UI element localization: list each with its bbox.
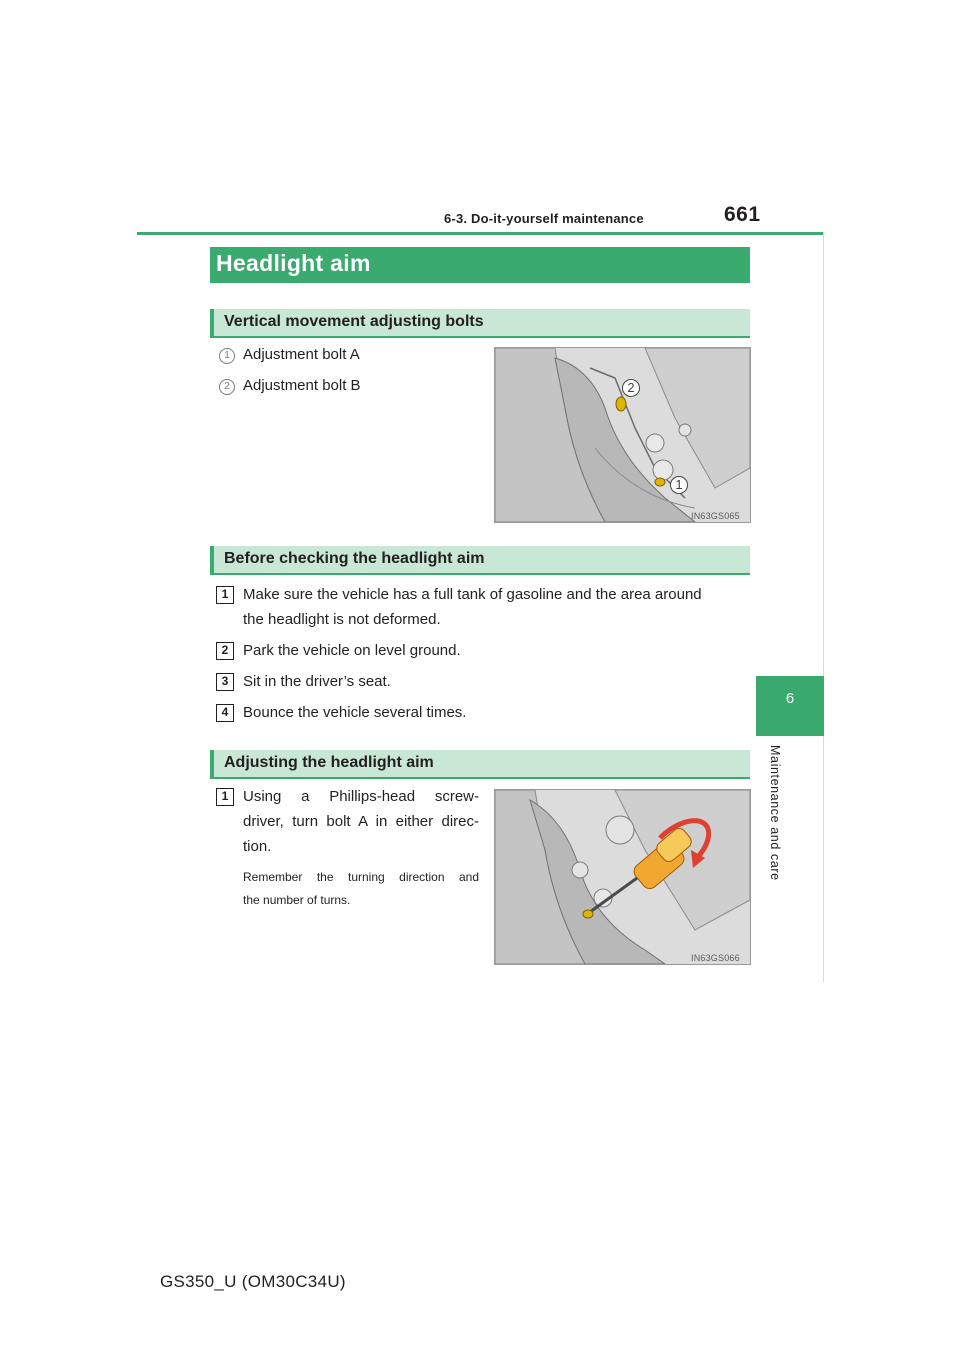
- chapter-tab-number: 6: [785, 690, 795, 707]
- adjust-step-line-1: Using a Phillips-head screw-: [243, 788, 479, 805]
- side-divider: [823, 232, 824, 982]
- headlight-bolts-drawing: [495, 348, 750, 522]
- subheading-adjusting: Adjusting the headlight aim: [224, 754, 434, 771]
- subheading-vertical: Vertical movement adjusting bolts: [224, 313, 484, 330]
- step-number-2: 2: [216, 642, 234, 660]
- step-number-4: 4: [216, 704, 234, 722]
- step-3-text: Sit in the driver’s seat.: [243, 673, 391, 690]
- adjust-step-line-3: tion.: [243, 838, 272, 855]
- adjust-note-line-2: the number of turns.: [243, 893, 351, 907]
- item-adjustment-bolt-a: Adjustment bolt A: [243, 346, 360, 363]
- chapter-tab-label: Maintenance and care: [768, 745, 782, 881]
- callout-marker-1: 1: [219, 348, 235, 364]
- item-adjustment-bolt-b: Adjustment bolt B: [243, 377, 361, 394]
- figure-code: IN63GS066: [691, 953, 740, 963]
- screwdriver-drawing: [495, 790, 750, 964]
- page-title: Headlight aim: [216, 250, 371, 276]
- step-number-3: 3: [216, 673, 234, 691]
- step-1-line-1: Make sure the vehicle has a full tank of gasoline and the area around: [243, 586, 702, 603]
- figure-callout-1: 1: [670, 476, 688, 494]
- screwdriver-adjustment-illustration: [494, 789, 751, 965]
- figure-code: IN63GS065: [691, 511, 740, 521]
- page-number: 661: [724, 203, 761, 226]
- document-id: GS350_U (OM30C34U): [160, 1272, 346, 1291]
- step-2-text: Park the vehicle on level ground.: [243, 642, 461, 659]
- headlight-bolts-illustration: [494, 347, 751, 523]
- figure-callout-2: 2: [622, 379, 640, 397]
- header-rule: [137, 232, 823, 235]
- callout-marker-2: 2: [219, 379, 235, 395]
- adjust-step-line-2: driver, turn bolt A in either direc-: [243, 813, 479, 830]
- subheading-before: Before checking the headlight aim: [224, 550, 485, 567]
- adjust-note-line-1: Remember the turning direction and: [243, 870, 479, 884]
- step-number-1: 1: [216, 586, 234, 604]
- step-1-line-2: the headlight is not deformed.: [243, 611, 441, 628]
- step-4-text: Bounce the vehicle several times.: [243, 704, 467, 721]
- adjust-step-number-1: 1: [216, 788, 234, 806]
- section-breadcrumb: 6-3. Do-it-yourself maintenance: [444, 211, 644, 226]
